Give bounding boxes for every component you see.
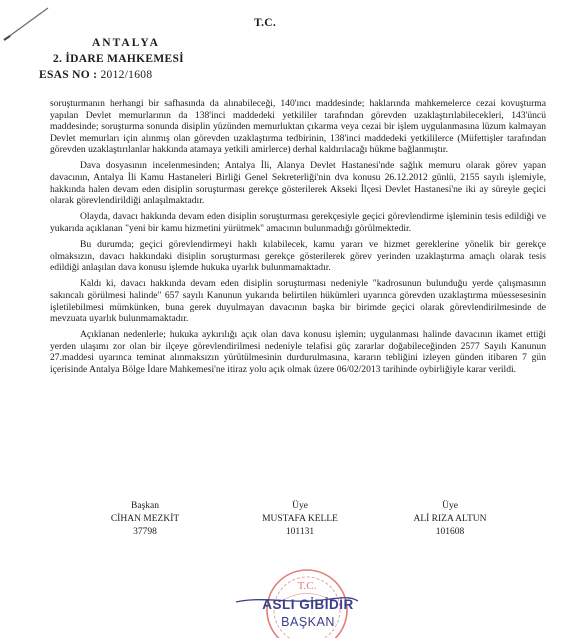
signatory-member-2 <box>390 500 510 539</box>
signatory-name: MUSTAFA KELLE <box>262 514 338 524</box>
signatory-president <box>100 500 190 539</box>
signatory-member-1 <box>240 500 360 539</box>
paragraph-2: Dava dosyasının incelenmesinden; Antalya İli, Alanya Devlet Hastanesi'nde sağlık memuru olarak görev yapan davacının, Antalya İli Kamu Hastaneleri Birliği Genel Sekreterliği'nin dva konusu 26.12.2012 günlü, 2155 sayılı işlemiyle, hakkında halen devam eden disiplin soruşturması gerekçe gösterilerek Akseki İlçesi Devlet Hastanesi'ne iki ay süreyle geçici olarak görevlendirildiği anlaşılmaktadır. <box>50 160 546 207</box>
pen-stroke-mark <box>0 0 60 45</box>
paragraph-1: soruşturmanın herhangi bir safhasında da alınabileceği, 140'ıncı maddesinde; haklarında mahkemelerce cezai kovuşturma yapılan Devlet memurlarının da 138'inci maddedeki yetkililer tarafından görevden uzaklaştırılabilecekleri, 143'üncü maddesinde; soruşturma sonunda disiplin yüzünden memurluktan çıkarma veya cezai bir işlem uygulanmasına lüzum kalmayan Devlet memurları için alınmış olan görevden uzaklaştırma tedbirinin, 138'inci maddedeki yetkililerce (Müfettişler tarafından görevden uzaklaştırılanlar hakkında atamaya yetkili amirlerce) derhal kaldırılacağı hükme bağlanmıştır. <box>50 98 546 156</box>
header-tc: T.C. <box>254 17 277 29</box>
paragraph-5: Kaldı ki, davacı hakkında devam eden disiplin soruşturması nedeniyle "kadrosunun bulunduğu yerde çalışmasının sakıncalı görülmesi halinde" 657 sayılı Kanunun yukarıda belirtilen hükümleri uyarınca görevden uzaklaştırma müessesesinin işletilebilmesi mümkünken, buna gerek duyulmayan davacının başka bir birimde geçici olarak görevlendirilmesinde de mevzuata uyarlık bulunmamaktadır. <box>50 278 546 325</box>
signatory-name: CİHAN MEZKİT <box>110 514 180 524</box>
esas-label: ESAS NO : <box>39 69 98 81</box>
stamp-true-copy-text: ASLI GİBİDİR <box>262 597 354 612</box>
paragraph-4: Bu durumda; geçici görevlendirmeyi haklı kılabilecek, kamu yararı ve hizmet gereklerine yönelik bir gerekçe olmaksızın, davacı hakkındaki disiplin soruşturması gerekçe gösterilerek görev yerinden uzaklaştırma amaçlı olarak tesis edildiği anlaşılan dava konusu işlemde hukuka uyarlık bulunmamaktadır. <box>50 239 546 274</box>
header-city: ANTALYA <box>92 37 160 49</box>
signatory-role: Üye <box>292 501 308 511</box>
header-esas <box>39 69 152 81</box>
paragraph-6: Açıklanan nedenlerle; hukuka aykırılığı açık olan dava konusu işlemin; uygulanması halinde davacının ikamet ettiği yerden ulaşımı zor olan bir ilçeye görevlendirilmesi nedeniyle telafisi güç zararlar doğabileceğinden 2577 Sayılı Kanunun 27.maddesi uyarınca teminat alınmaksızın yürütülmesinin durdurulmasına, kararın tebliğini izleyen günden itibaren 7 gün içerisinde Antalya Bölge İdare Mahkemesi'ne itiraz yolu açık olmak üzere 06/02/2013 tarihinde oybirliğiyle karar verildi. <box>50 329 546 375</box>
signatory-number: 37798 <box>133 527 157 537</box>
signatory-role: Başkan <box>131 501 159 511</box>
signatory-name: ALİ RIZA ALTUN <box>413 514 487 524</box>
stamp-title: BAŞKAN <box>281 615 335 629</box>
seal-text: T.C. <box>297 580 317 592</box>
paragraph-3: Olayda, davacı hakkında devam eden disiplin soruşturması gerekçesiyle geçici görevlendirme işleminin tesis edildiği ve yukarıda açıklanan "yeni bir kamu hizmetini yürütmek" amacının bulunmadığı görülmektedir. <box>50 211 546 234</box>
decision-body <box>50 98 546 380</box>
signatory-number: 101608 <box>435 527 465 537</box>
signatory-role: Üye <box>442 501 458 511</box>
signatory-number: 101131 <box>285 527 315 537</box>
header-court-name: 2. İDARE MAHKEMESİ <box>53 53 184 65</box>
esas-number: 2012/1608 <box>100 69 153 81</box>
